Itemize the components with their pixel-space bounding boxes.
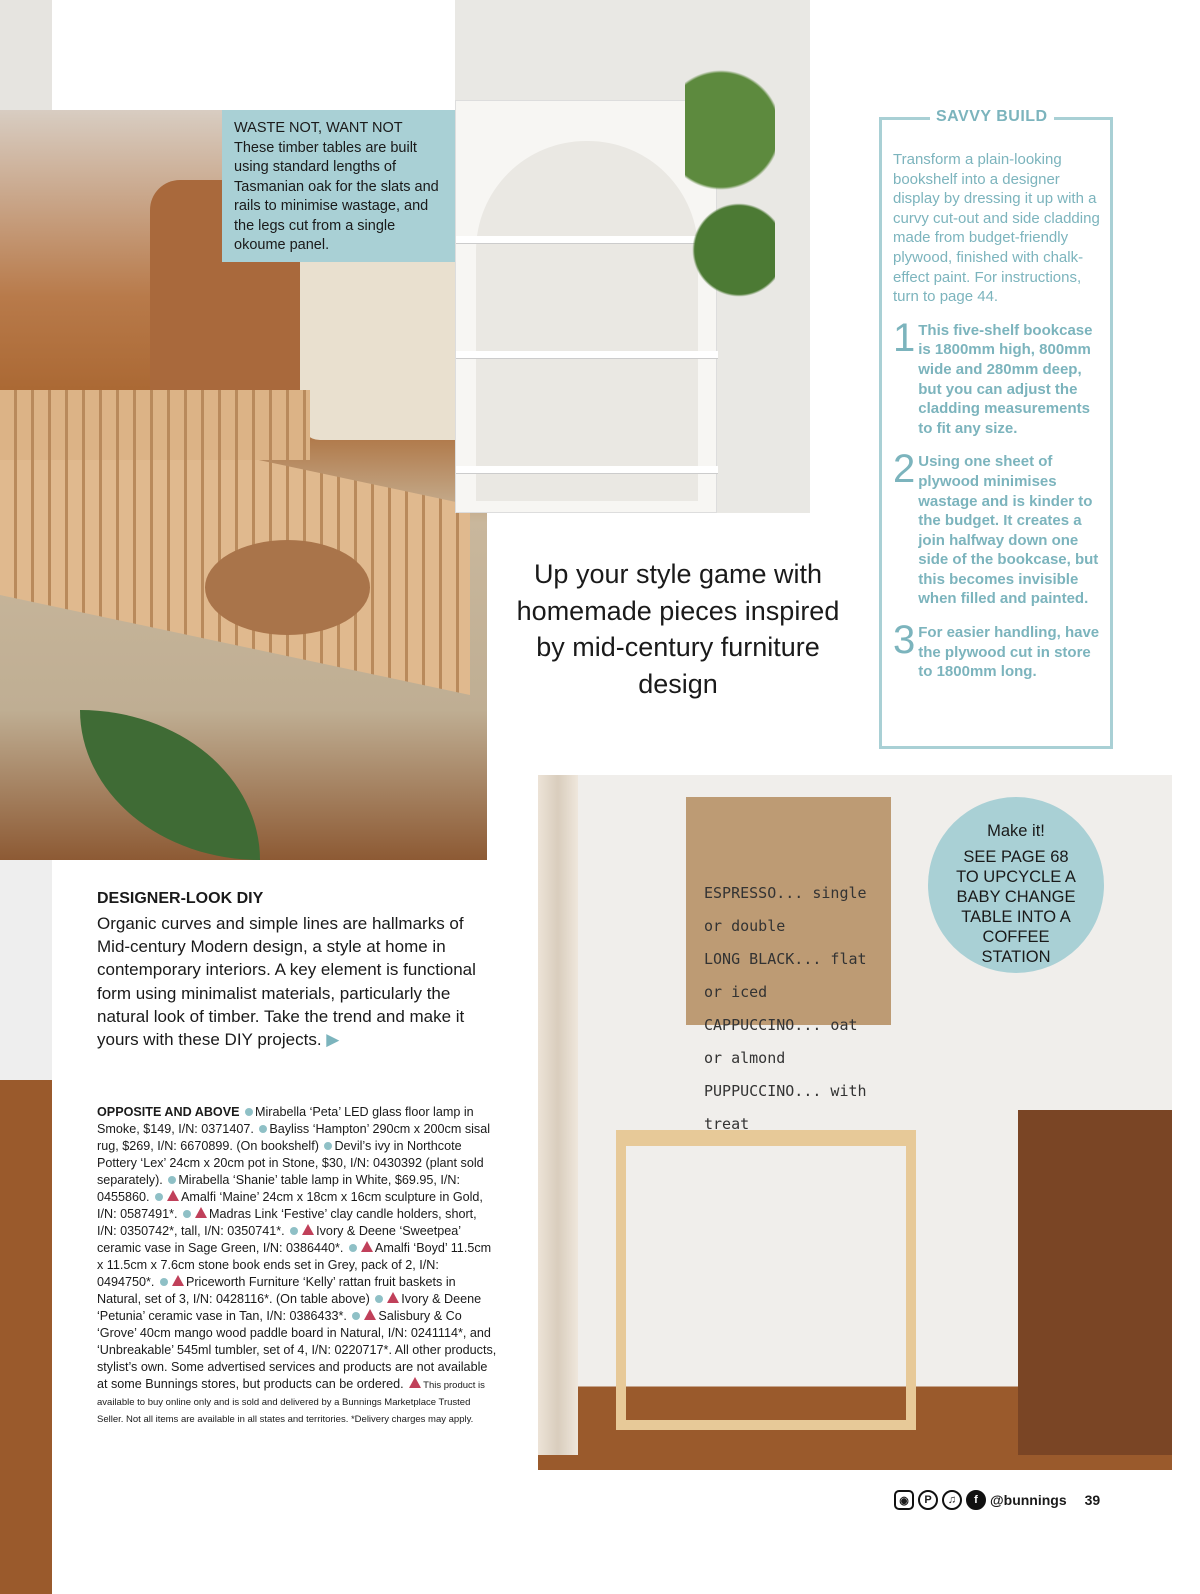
bullet-icon [290,1227,298,1235]
step-text: For easier handling, have the plywood cut in store to 1800mm long. [918,624,1100,681]
menu-line: ESPRESSO... single or double [704,884,867,935]
credit-item: Madras Link ‘Festive’ clay candle holders, short, I/N: 0350742*, tall, I/N: 0350741*. [97,1207,477,1238]
marketplace-icon [361,1241,373,1252]
marketplace-icon [409,1377,421,1388]
shelf [456,351,718,359]
coffee-menu-poster [686,797,891,1133]
diy-body-text: Organic curves and simple lines are hallmarks of Mid-century Modern design, a style at home in contemporary interiors. A key element is functional form using minimalist materials, particularly the natural look of timber. Take the trend and make it yours with these DIY projects. [97,914,476,1050]
photo-edge-floor [0,860,52,1594]
menu-line: PUPPUCCINO... with treat [704,1082,867,1133]
make-it-title: Make it! [987,822,1045,840]
marketplace-icon [364,1309,376,1320]
headline: Up your style game with homemade pieces inspired by mid-century furniture design [516,559,840,699]
step-text: This five-shelf bookcase is 1800mm high, 800mm wide and 280mm deep, but you can adjust the cladding measurements to fit any size. [918,321,1093,437]
marketplace-icon [195,1207,207,1218]
credit-item: Mirabella ‘Shanie’ table lamp in White, $69.95, I/N: 0455860. [97,1173,460,1204]
credit-item: Bayliss ‘Hampton’ 290cm x 200cm sisal rug, $269, I/N: 6670899. (On bookshelf) [97,1122,491,1153]
product-credits [97,1104,497,1427]
marketplace-icon [167,1190,179,1201]
step-text: Using one sheet of plywood minimises wastage and is kinder to the budget. It creates a join halfway down one side of the bookcase, but this becomes invisible when filled and painted. [918,453,1099,608]
marketplace-icon [172,1275,184,1286]
shelf [456,236,718,244]
caption-title: WASTE NOT, WANT NOT [234,120,403,136]
small-slat-table [0,390,310,460]
credit-item: Ivory & Deene ‘Sweetpea’ ceramic vase in Sage Green, I/N: 0386440*. [97,1224,461,1255]
bullet-icon [259,1125,267,1133]
timber-cabinet [1018,1110,1172,1455]
caption-box [222,110,455,262]
step-number: 1 [893,315,916,360]
facebook-icon[interactable]: f [966,1490,986,1510]
menu-line: CAPPUCCINO... oat or almond [704,1016,858,1067]
marketplace-icon [387,1292,399,1303]
tiktok-icon[interactable]: ♫ [942,1490,962,1510]
coffee-cart [616,1130,916,1430]
bullet-icon [375,1295,383,1303]
instagram-icon[interactable]: ◉ [894,1490,914,1510]
social-handle[interactable]: @bunnings [990,1492,1067,1508]
bullet-icon [155,1193,163,1201]
make-it-badge [928,797,1104,973]
step-3 [893,618,1101,682]
credits-note: This product is available to buy online only and is sold and delivered by a Bunnings Marketplace Trusted Seller. Not all items are available in all states and territories. *Delivery charges may apply. [97,1380,485,1425]
photo-bookshelf [455,0,810,513]
credit-item: Mirabella ‘Peta’ LED glass floor lamp in Smoke, $149, I/N: 0371407. [97,1105,474,1136]
pinterest-icon[interactable]: P [918,1490,938,1510]
arrow-icon: ▶ [326,1030,340,1050]
curtain [538,775,578,1455]
marketplace-icon [302,1224,314,1235]
bullet-icon [168,1176,176,1184]
step-number: 2 [893,447,916,492]
paddle-board [205,540,370,635]
caption-text: These timber tables are built using standard lengths of Tasmanian oak for the slats and rails to minimise wastage, and the legs cut from a single okoume panel. [234,139,439,253]
bullet-icon [349,1244,357,1252]
step-1 [893,315,1101,439]
savvy-build-box [879,117,1113,749]
page-number: 39 [1084,1492,1101,1508]
savvy-intro: Transform a plain-looking bookshelf into a designer display by dressing it up with a curvy cut-out and side cladding made from budget-friendly plywood, finished with chalk-effect paint. For instructions, turn to page 44. [893,151,1100,306]
plant-leaf [80,710,260,860]
devils-ivy-plant [685,10,775,410]
diy-title: DESIGNER-LOOK DIY [97,890,264,907]
shelf [456,466,718,474]
bookcase [455,100,717,513]
credit-item: Priceworth Furniture ‘Kelly’ rattan fruit baskets in Natural, set of 3, I/N: 0428116*. (On table above) [97,1275,456,1306]
step-2 [893,447,1101,609]
step-number: 3 [893,618,916,663]
credit-item: Amalfi ‘Maine’ 24cm x 18cm x 16cm sculpture in Gold, I/N: 0587491*. [97,1190,483,1221]
bullet-icon [183,1210,191,1218]
arch-cutout [476,141,698,501]
bullet-icon [324,1142,332,1150]
credits-lead: OPPOSITE AND ABOVE [97,1105,240,1119]
menu-line: LONG BLACK... flat or iced [704,950,867,1001]
credit-item: Devil’s ivy in Northcote Pottery ‘Lex’ 24cm x 20cm pot in Stone, $30, I/N: 0430392 (plant sold separately). [97,1139,484,1187]
bullet-icon [160,1278,168,1286]
make-it-text: SEE PAGE 68 TO UPCYCLE A BABY CHANGE TABLE INTO A COFFEE STATION [956,848,1076,966]
credit-item: Ivory & Deene ‘Petunia’ ceramic vase in Tan, I/N: 0386433*. [97,1292,482,1323]
bullet-icon [245,1108,253,1116]
credit-item: Amalfi ‘Boyd’ 11.5cm x 11.5cm x 7.6cm stone book ends set in Grey, pack of 2, I/N: 0494750*. [97,1241,492,1289]
bullet-icon [352,1312,360,1320]
diy-body [97,912,482,1051]
footer [894,1490,1100,1510]
credit-item: Salisbury & Co ‘Grove’ 40cm mango wood paddle board in Natural, I/N: 0241114*, and ‘Unbreakable’ 545ml tumbler, set of 4, I/N: 0220717*. All other products, stylist’s own. Some advertised services and products are not available at some Bunnings stores, but products can be ordered. [97,1309,497,1391]
savvy-build-title: SAVVY BUILD [930,108,1054,126]
photo-edge [0,0,52,110]
